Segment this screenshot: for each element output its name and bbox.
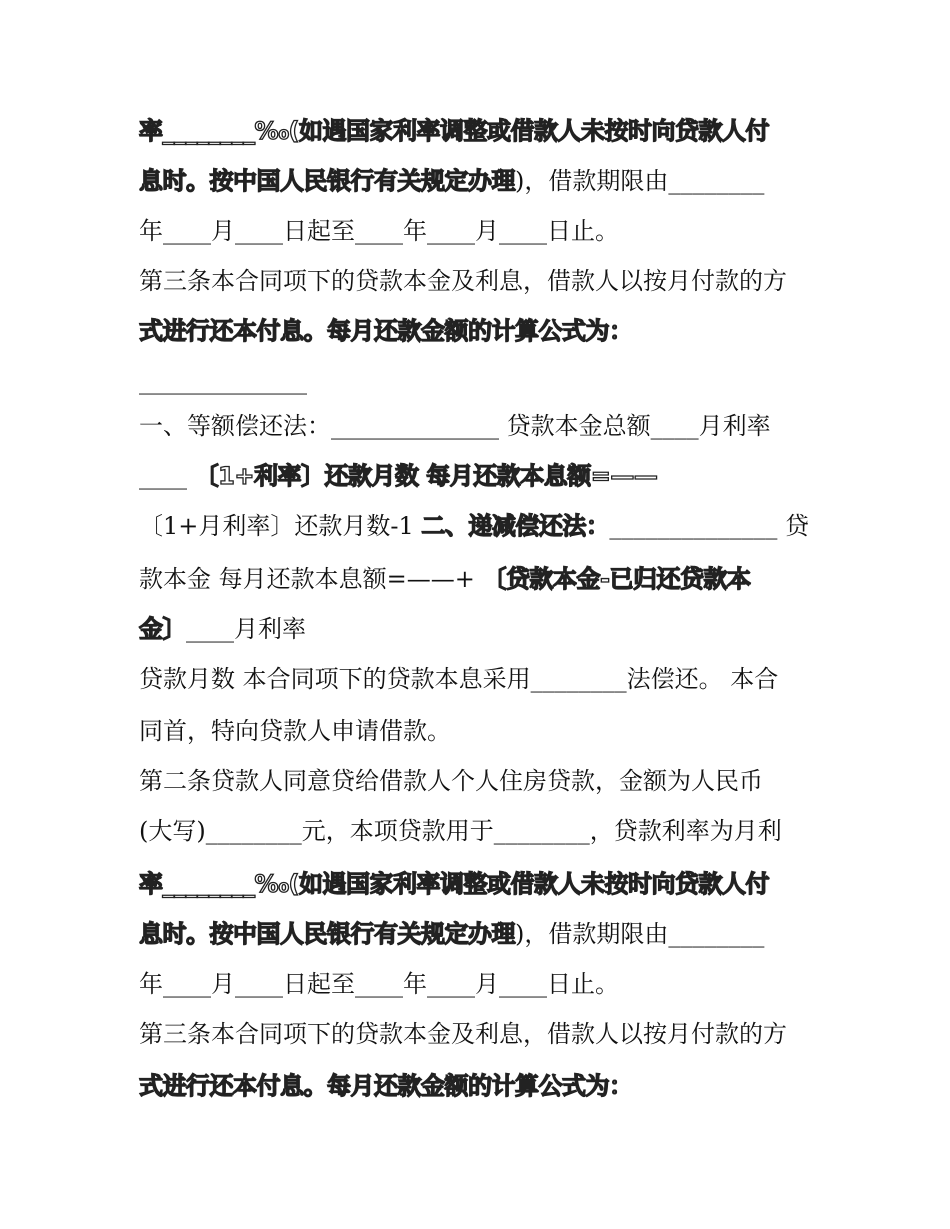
text-segment: 息时。按中国人民银行有关规定办理 [139, 167, 515, 195]
text-line [139, 766, 763, 796]
text-line [139, 664, 778, 694]
text-segment: ____ [139, 462, 195, 490]
text-segment: )，借款期限由________ [515, 167, 765, 195]
text-line [139, 511, 809, 541]
text-line [139, 969, 619, 999]
text-segment: ______________ 贷 [609, 512, 810, 540]
text-line [139, 266, 787, 296]
text-segment: 〔贷款本金-已归还贷款本 [482, 565, 751, 593]
text-line [139, 716, 451, 746]
text-line [139, 564, 750, 594]
text-segment: 息时。按中国人民银行有关规定办理 [139, 920, 515, 948]
text-line [139, 614, 306, 644]
text-segment: 同首，特向贷款人申请借款。 [139, 717, 451, 745]
text-segment: 款本金 每月还款本息额=——+ [139, 565, 483, 593]
text-line [139, 461, 657, 491]
text-segment: 第三条本合同项下的贷款本金及利息，借款人以按月付款的方 [139, 1020, 787, 1048]
text-line [139, 869, 769, 899]
text-segment: 式进行还本付息。每月还款金额的计算公式为： [139, 317, 633, 345]
text-segment: 率________‰(如遇国家利率调整或借款人未按时向贷款人付 [139, 870, 770, 898]
text-segment: 一、等额偿还法：______________ 贷款本金总额____月利率 [139, 412, 771, 440]
text-segment: 第二条贷款人同意贷给借款人个人住房贷款，金额为人民币 [139, 767, 763, 795]
text-segment: 年____月____日起至____年____月____日止。 [139, 217, 619, 245]
text-segment: 率________‰(如遇国家利率调整或借款人未按时向贷款人付 [139, 117, 770, 145]
text-line [139, 366, 307, 396]
text-segment: (大写)________元，本项贷款用于________，贷款利率为月利 [139, 817, 782, 845]
text-segment: 〔1+利率〕还款月数 每月还款本息额=—— [194, 462, 658, 490]
text-segment: )，借款期限由________ [515, 920, 765, 948]
text-line [139, 166, 764, 196]
text-segment: 年____月____日起至____年____月____日止。 [139, 970, 619, 998]
text-segment: 二、递减偿还法： [421, 512, 610, 540]
text-line [139, 116, 769, 146]
text-line [139, 411, 771, 441]
text-segment: 金〕 [139, 615, 186, 643]
text-segment: ____月利率 [186, 615, 306, 643]
text-segment: 贷款月数 本合同项下的贷款本息采用________法偿还。 本合 [139, 665, 779, 693]
text-segment: 式进行还本付息。每月还款金额的计算公式为： [139, 1072, 633, 1100]
text-segment: ______________ [139, 367, 307, 395]
text-line [139, 216, 619, 246]
text-line [139, 816, 782, 846]
text-segment: 〔1+月利率〕还款月数-1 [139, 512, 422, 540]
text-line [139, 919, 764, 949]
text-segment: 第三条本合同项下的贷款本金及利息，借款人以按月付款的方 [139, 267, 787, 295]
text-line [139, 1019, 787, 1049]
text-line [139, 1071, 633, 1101]
text-line [139, 316, 633, 346]
